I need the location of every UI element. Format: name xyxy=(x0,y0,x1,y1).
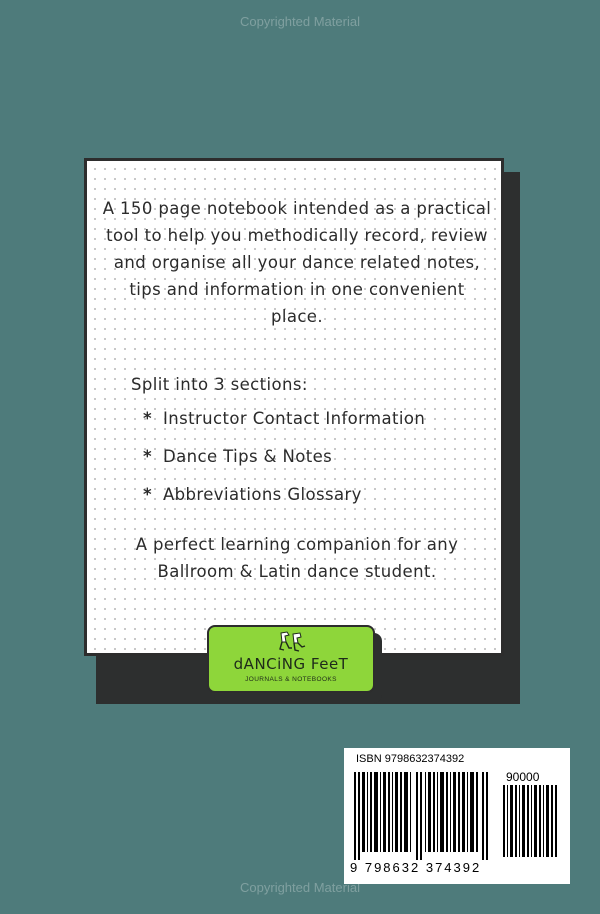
isbn-label: ISBN 9798632374392 xyxy=(356,753,465,765)
list-item xyxy=(143,409,425,447)
addon-barcode-icon xyxy=(502,785,560,857)
logo-subtitle: JOURNALS & NOTEBOOKS xyxy=(245,676,337,683)
bullet-icon: * xyxy=(143,485,153,504)
brand-logo xyxy=(207,625,375,693)
section-label: Abbreviations Glossary xyxy=(163,485,362,504)
watermark-top: Copyrighted Material xyxy=(240,14,360,29)
companion-text: A perfect learning companion for any Ballroom & Latin dance student. xyxy=(135,535,459,581)
list-item xyxy=(143,447,425,485)
description-text: A 150 page notebook intended as a practical tool to help you methodically record, review and organise all your dance related notes, tips and information in one convenient place. xyxy=(102,199,492,326)
section-label: Instructor Contact Information xyxy=(163,409,426,428)
bullet-icon: * xyxy=(143,409,153,428)
barcode-digits: 9 798632 374392 xyxy=(350,860,482,875)
bullet-icon: * xyxy=(143,447,153,466)
sections-list xyxy=(143,409,425,523)
section-label: Dance Tips & Notes xyxy=(163,447,333,466)
watermark-bottom: Copyrighted Material xyxy=(240,880,360,895)
dancing-feet-icon xyxy=(273,630,309,654)
description-card xyxy=(84,158,504,656)
barcode-icon xyxy=(350,772,492,860)
logo-title: dANCiNG FeeT xyxy=(233,655,349,673)
split-heading: Split into 3 sections: xyxy=(131,375,308,394)
barcode-box xyxy=(344,748,570,884)
list-item xyxy=(143,485,425,523)
price-code: 90000 xyxy=(506,770,540,784)
